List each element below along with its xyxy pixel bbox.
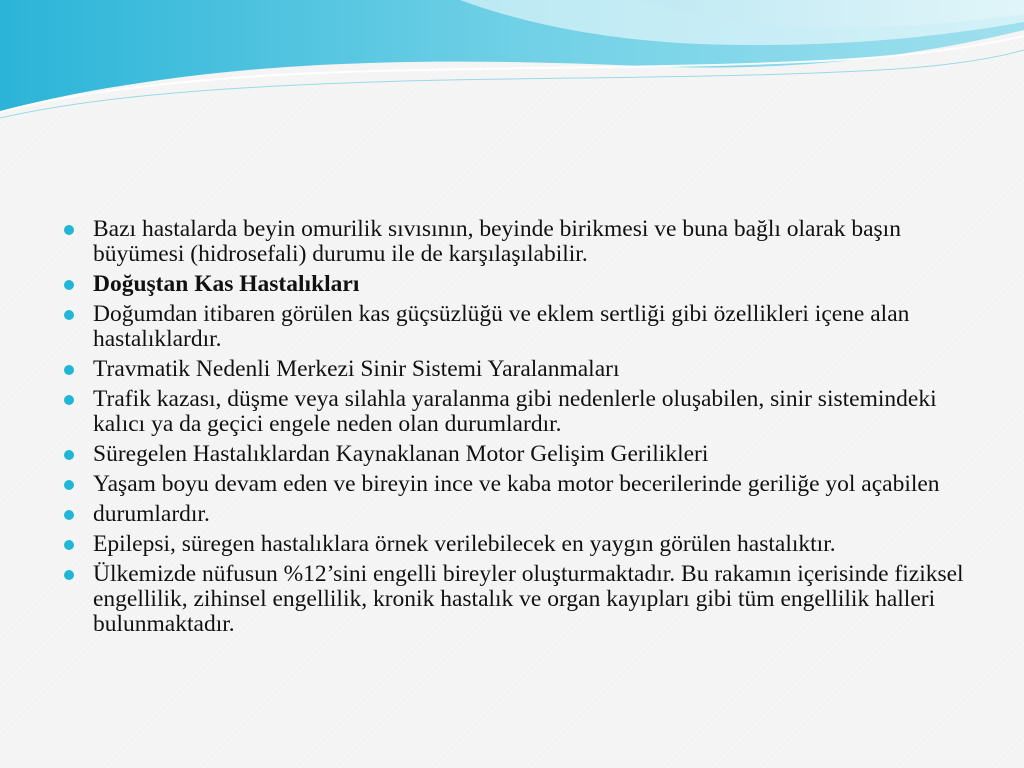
bullet-text: Ülkemizde nüfusun %12’sini engelli bireyler oluşturmaktadır. Bu rakamın içerisinde fiziksel engellilik, zihinsel engellilik, kronik hastalık ve organ kayıpları gibi tüm engellilik halleri bulunmaktadır. [93,561,964,637]
bullet-item [62,532,982,557]
bullet-item [62,357,982,382]
bullet-dot-icon [64,310,74,320]
bullet-item [62,302,982,352]
bullet-item [62,272,982,297]
bullet-text: Bazı hastalarda beyin omurilik sıvısının, beyinde birikmesi ve buna bağlı olarak başın büyümesi (hidrosefali) durumu ile de karşılaşılabilir. [93,216,901,267]
bullet-item [62,502,982,527]
bullet-content [62,217,982,642]
bullet-text: Epilepsi, süregen hastalıklara örnek verilebilecek en yaygın görülen hastalıktır. [93,531,836,557]
bullet-dot-icon [64,510,74,520]
bullet-text: Travmatik Nedenli Merkezi Sinir Sistemi Yaralanmaları [93,356,620,382]
bullet-item [62,472,982,497]
bullet-dot-icon [64,450,74,460]
bullet-item [62,562,982,637]
bullet-text: Doğumdan itibaren görülen kas güçsüzlüğü ve eklem sertliği gibi özellikleri içene alan hastalıklardır. [93,301,910,352]
bullet-item [62,217,982,267]
bullet-list [62,217,982,637]
bullet-text: Trafik kazası, düşme veya silahla yaralanma gibi nedenlerle oluşabilen, sinir sistemindeki kalıcı ya da geçici engele neden olan durumlardır. [93,386,937,437]
bullet-dot-icon [64,395,74,405]
wave-header-decoration [0,0,1024,130]
bullet-item [62,387,982,437]
bullet-heading: Doğuştan Kas Hastalıkları [93,271,360,297]
bullet-item [62,442,982,467]
bullet-dot-icon [64,540,74,550]
bullet-dot-icon [64,225,74,235]
bullet-text: Yaşam boyu devam eden ve bireyin ince ve kaba motor becerilerinde geriliğe yol açabilen [93,471,940,497]
bullet-dot-icon [64,365,74,375]
bullet-dot-icon [64,570,74,580]
bullet-text: durumlardır. [93,501,210,527]
bullet-dot-icon [64,480,74,490]
bullet-dot-icon [64,280,74,290]
bullet-text: Süregelen Hastalıklardan Kaynaklanan Motor Gelişim Gerilikleri [93,441,709,467]
